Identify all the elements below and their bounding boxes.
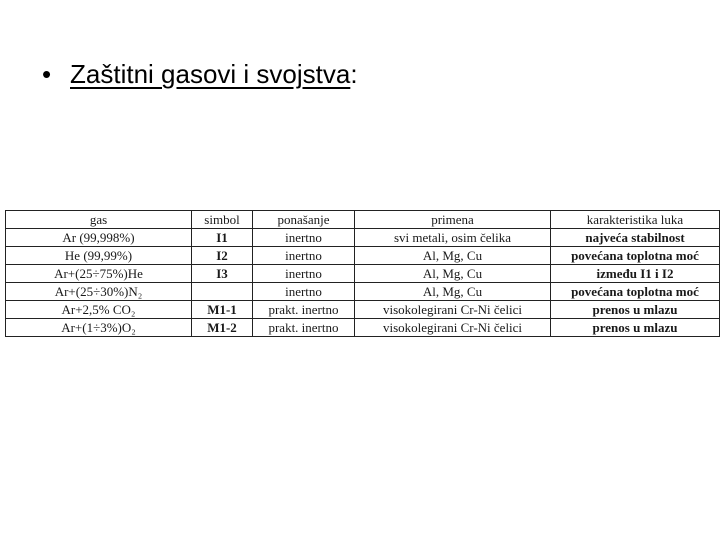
cell-primena: Al, Mg, Cu xyxy=(355,247,551,265)
title-suffix: : xyxy=(350,59,358,89)
cell-gas: Ar+2,5% CO₂ xyxy=(6,301,192,319)
cell-gas: Ar+(1÷3%)O₂ xyxy=(6,319,192,337)
cell-karakteristika: prenos u mlazu xyxy=(551,301,720,319)
table-row xyxy=(6,265,720,283)
header-simbol: simbol xyxy=(192,211,253,229)
cell-simbol: I1 xyxy=(192,229,253,247)
slide-title xyxy=(42,54,358,94)
cell-ponasanje: inertno xyxy=(253,283,355,301)
cell-gas: He (99,99%) xyxy=(6,247,192,265)
cell-gas: Ar+(25÷75%)He xyxy=(6,265,192,283)
table-row xyxy=(6,229,720,247)
cell-simbol: I3 xyxy=(192,265,253,283)
cell-gas: Ar+(25÷30%)N₂ xyxy=(6,283,192,301)
cell-simbol: M1-2 xyxy=(192,319,253,337)
cell-primena: Al, Mg, Cu xyxy=(355,283,551,301)
header-primena: primena xyxy=(355,211,551,229)
cell-karakteristika: povećana toplotna moć xyxy=(551,247,720,265)
cell-ponasanje: inertno xyxy=(253,247,355,265)
header-ponasanje: ponašanje xyxy=(253,211,355,229)
title-text: Zaštitni gasovi i svojstva xyxy=(70,59,351,89)
header-karakteristika: karakteristika luka xyxy=(551,211,720,229)
cell-karakteristika: prenos u mlazu xyxy=(551,319,720,337)
table-row xyxy=(6,319,720,337)
table-row xyxy=(6,283,720,301)
cell-primena: visokolegirani Cr-Ni čelici xyxy=(355,301,551,319)
cell-primena: svi metali, osim čelika xyxy=(355,229,551,247)
header-gas: gas xyxy=(6,211,192,229)
cell-simbol xyxy=(192,283,253,301)
cell-primena: Al, Mg, Cu xyxy=(355,265,551,283)
cell-ponasanje: prakt. inertno xyxy=(253,319,355,337)
cell-karakteristika: povećana toplotna moć xyxy=(551,283,720,301)
cell-gas: Ar (99,998%) xyxy=(6,229,192,247)
cell-ponasanje: inertno xyxy=(253,229,355,247)
cell-ponasanje: prakt. inertno xyxy=(253,301,355,319)
table-row xyxy=(6,247,720,265)
cell-karakteristika: najveća stabilnost xyxy=(551,229,720,247)
cell-simbol: I2 xyxy=(192,247,253,265)
table-row xyxy=(6,301,720,319)
cell-simbol: M1-1 xyxy=(192,301,253,319)
table-header-row xyxy=(6,211,720,229)
cell-ponasanje: inertno xyxy=(253,265,355,283)
cell-karakteristika: između I1 i I2 xyxy=(551,265,720,283)
cell-primena: visokolegirani Cr-Ni čelici xyxy=(355,319,551,337)
shielding-gas-table xyxy=(5,210,720,337)
bullet-marker: • xyxy=(42,59,52,89)
